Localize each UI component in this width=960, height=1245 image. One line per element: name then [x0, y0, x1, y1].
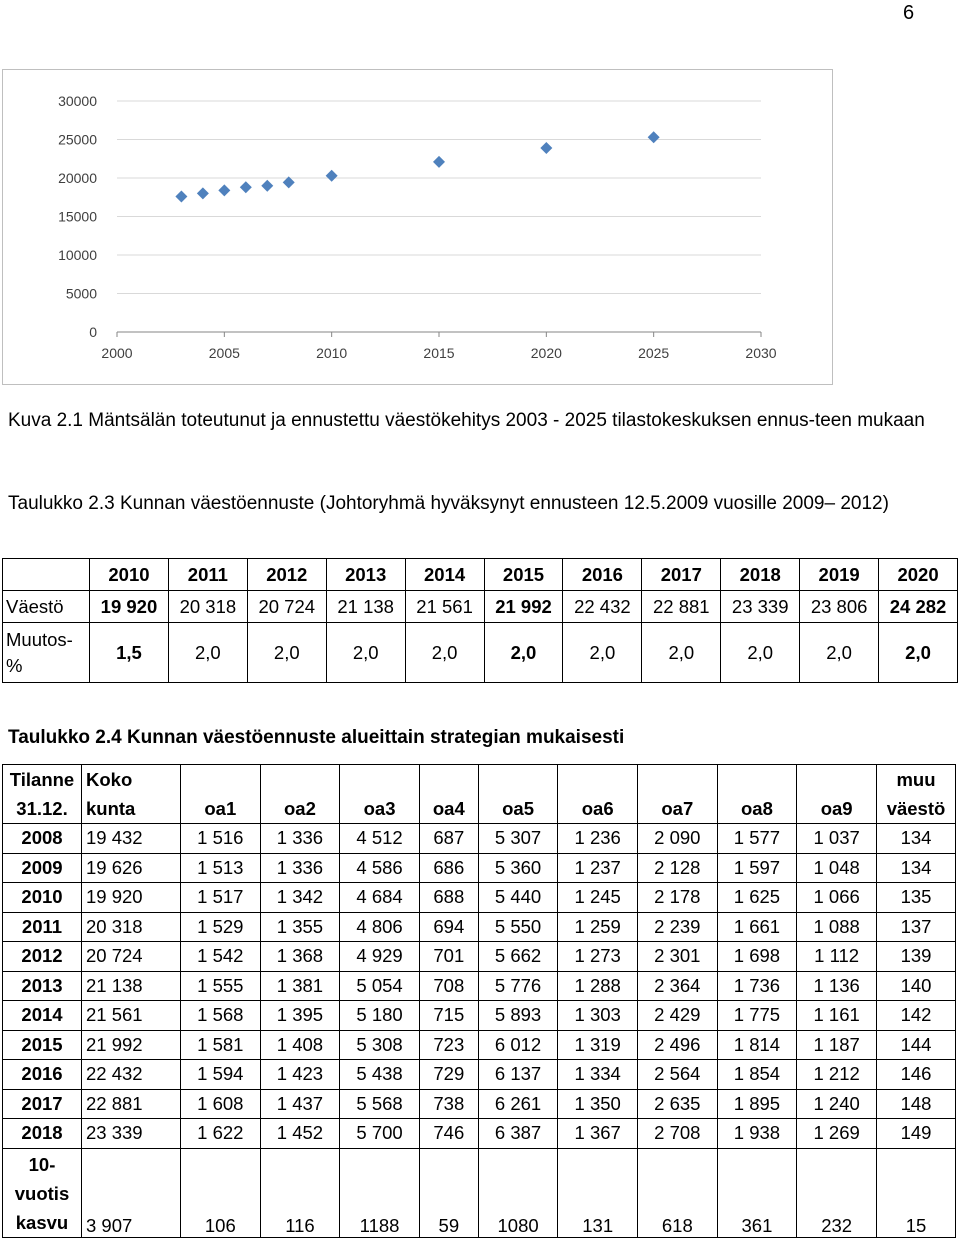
- table4-cell: 4 512: [340, 824, 420, 854]
- table4-cell: 1 355: [260, 912, 340, 942]
- table4-row-label: 2009: [3, 853, 82, 883]
- table4-cell: 2 301: [638, 942, 718, 972]
- table4-cell: 1 542: [181, 942, 261, 972]
- x-tick-label: 2030: [745, 345, 777, 361]
- table4-cell: 618: [638, 1148, 718, 1237]
- table4-row: [3, 971, 956, 1001]
- table4-row: [3, 912, 956, 942]
- table4-cell: 1 336: [260, 824, 340, 854]
- table4-cell: 135: [877, 883, 956, 913]
- table4-column-header: Koko kunta: [82, 765, 181, 824]
- table3-row-label: Muutos-%: [3, 623, 90, 683]
- table4-row-label: 2018: [3, 1119, 82, 1149]
- x-tick-label: 2020: [530, 345, 562, 361]
- table4-cell: 1 608: [181, 1089, 261, 1119]
- table4-cell: 139: [877, 942, 956, 972]
- y-tick-label: 25000: [58, 131, 97, 148]
- table4-cell: 1 661: [717, 912, 797, 942]
- table4-cell: 21 561: [82, 1001, 181, 1031]
- table4-cell: 1 161: [797, 1001, 877, 1031]
- table4-cell: 2 239: [638, 912, 718, 942]
- table4-row-label: 2008: [3, 824, 82, 854]
- table4-cell: 1 517: [181, 883, 261, 913]
- data-point-diamond: [261, 180, 273, 192]
- table4-cell: 1 736: [717, 971, 797, 1001]
- population-chart: [2, 69, 833, 385]
- table4-cell: 1 577: [717, 824, 797, 854]
- table4-cell: 59: [419, 1148, 478, 1237]
- table4-cell: 21 992: [82, 1030, 181, 1060]
- table4-cell: 137: [877, 912, 956, 942]
- table3-cell: 20 318: [168, 591, 247, 623]
- table4-cell: 19 432: [82, 824, 181, 854]
- figure-caption: Kuva 2.1 Mäntsälän toteutunut ja ennustettu väestökehitys 2003 - 2025 tilastokeskuksen ennus-teen mukaan: [8, 410, 925, 431]
- x-tick-label: 2025: [638, 345, 670, 361]
- table3-cell: 2,0: [879, 623, 958, 683]
- table4-cell: 2 635: [638, 1089, 718, 1119]
- table4-cell: 144: [877, 1030, 956, 1060]
- table4-cell: 1 240: [797, 1089, 877, 1119]
- table4-row-label: 2010: [3, 883, 82, 913]
- table4-cell: 738: [419, 1089, 478, 1119]
- table3-cell: 2,0: [247, 623, 326, 683]
- table4-cell: 1 938: [717, 1119, 797, 1149]
- table4-cell: 1 350: [558, 1089, 638, 1119]
- table4-cell: 20 724: [82, 942, 181, 972]
- table3-cell: 2,0: [168, 623, 247, 683]
- table4-cell: 116: [260, 1148, 340, 1237]
- table3-row-label: Väestö: [3, 591, 90, 623]
- table4-cell: 1 273: [558, 942, 638, 972]
- table3-cell: 20 724: [247, 591, 326, 623]
- y-tick-label: 15000: [58, 208, 97, 225]
- table4-row: [3, 853, 956, 883]
- table3-year-header: 2019: [800, 559, 879, 591]
- table4-cell: 1 452: [260, 1119, 340, 1149]
- table4-cell: 723: [419, 1030, 478, 1060]
- table4-cell: 708: [419, 971, 478, 1001]
- page-number: 6: [903, 2, 915, 24]
- table4-cell: 1 237: [558, 853, 638, 883]
- table4-cell: 1 625: [717, 883, 797, 913]
- table3-row: [3, 591, 958, 623]
- table4-cell: 686: [419, 853, 478, 883]
- table4-cell: 1 368: [260, 942, 340, 972]
- table4-cell: 21 138: [82, 971, 181, 1001]
- table4-cell: 1 408: [260, 1030, 340, 1060]
- table4-cell: 1 336: [260, 853, 340, 883]
- data-point-diamond: [326, 170, 338, 182]
- data-point-diamond: [197, 187, 209, 199]
- table4-cell: 1 048: [797, 853, 877, 883]
- table4-cell: 5 308: [340, 1030, 420, 1060]
- table4-cell: 2 178: [638, 883, 718, 913]
- table4-cell: 1 245: [558, 883, 638, 913]
- table4-cell: 5 700: [340, 1119, 420, 1149]
- table4-cell: 4 929: [340, 942, 420, 972]
- table4-cell: 1 568: [181, 1001, 261, 1031]
- x-tick-label: 2005: [208, 345, 240, 361]
- table4-cell: 2 128: [638, 853, 718, 883]
- table4-cell: 4 586: [340, 853, 420, 883]
- table3-cell: 2,0: [405, 623, 484, 683]
- table4-cell: 5 440: [478, 883, 558, 913]
- table4-cell: 1 288: [558, 971, 638, 1001]
- table4-cell: 5 550: [478, 912, 558, 942]
- table4-column-header: Tilanne 31.12.: [3, 765, 82, 824]
- table4-column-header: oa1: [181, 765, 261, 824]
- table4-cell: 1 236: [558, 824, 638, 854]
- data-point-diamond: [218, 184, 230, 196]
- table3-cell: 22 432: [563, 591, 642, 623]
- table4-cell: 1 269: [797, 1119, 877, 1149]
- table4-cell: 131: [558, 1148, 638, 1237]
- table4-cell: 2 708: [638, 1119, 718, 1149]
- table3-cell: 2,0: [721, 623, 800, 683]
- table4-cell: 1 342: [260, 883, 340, 913]
- table3-year-header: 2012: [247, 559, 326, 591]
- table4-cell: 5 893: [478, 1001, 558, 1031]
- table3-year-header: 2010: [90, 559, 169, 591]
- table4-cell: 149: [877, 1119, 956, 1149]
- table4-cell: 1 037: [797, 824, 877, 854]
- table4-row-label: 10-vuotis kasvu: [3, 1148, 82, 1237]
- table3-year-header: 2020: [879, 559, 958, 591]
- table4-cell: 2 564: [638, 1060, 718, 1090]
- x-tick-label: 2015: [423, 345, 455, 361]
- table4-row-label: 2012: [3, 942, 82, 972]
- table3-header-row: [3, 559, 958, 591]
- table4-cell: 4 806: [340, 912, 420, 942]
- regional-forecast-table: [2, 764, 956, 1238]
- table4-cell: 1 775: [717, 1001, 797, 1031]
- table3-year-header: 2011: [168, 559, 247, 591]
- table4-cell: 1 854: [717, 1060, 797, 1090]
- table4-cell: 2 496: [638, 1030, 718, 1060]
- table4-cell: 2 429: [638, 1001, 718, 1031]
- table4-cell: 148: [877, 1089, 956, 1119]
- table4-cell: 1 367: [558, 1119, 638, 1149]
- table4-cell: 19 920: [82, 883, 181, 913]
- data-point-diamond: [540, 142, 552, 154]
- table4-cell: 1 066: [797, 883, 877, 913]
- table4-column-header: oa7: [638, 765, 718, 824]
- table4-cell: 1 395: [260, 1001, 340, 1031]
- table4-cell: 694: [419, 912, 478, 942]
- table4-cell: 5 438: [340, 1060, 420, 1090]
- table4-cell: 688: [419, 883, 478, 913]
- table4-cell: 6 261: [478, 1089, 558, 1119]
- table4-row-label: 2017: [3, 1089, 82, 1119]
- table4-cell: 4 684: [340, 883, 420, 913]
- table4-cell: 1 088: [797, 912, 877, 942]
- table4-title: Taulukko 2.4 Kunnan väestöennuste alueittain strategian mukaisesti: [8, 727, 625, 748]
- table3-cell: 23 339: [721, 591, 800, 623]
- y-tick-label: 5000: [65, 285, 97, 302]
- table3-corner-cell: [3, 559, 90, 591]
- x-tick-label: 2010: [316, 345, 348, 361]
- chart-canvas: [3, 70, 834, 386]
- table4-cell: 1 513: [181, 853, 261, 883]
- table4-cell: 1 212: [797, 1060, 877, 1090]
- table3-cell: 19 920: [90, 591, 169, 623]
- table4-cell: 1 259: [558, 912, 638, 942]
- table3-year-header: 2018: [721, 559, 800, 591]
- table3-year-header: 2016: [563, 559, 642, 591]
- table3-year-header: 2015: [484, 559, 563, 591]
- table4-cell: 1 581: [181, 1030, 261, 1060]
- table4-cell: 1 529: [181, 912, 261, 942]
- table4-column-header: oa3: [340, 765, 420, 824]
- table4-cell: 22 881: [82, 1089, 181, 1119]
- table4-cell: 1 594: [181, 1060, 261, 1090]
- table4-cell: 1 381: [260, 971, 340, 1001]
- table4-column-header: oa4: [419, 765, 478, 824]
- table4-row: [3, 883, 956, 913]
- table4-cell: 687: [419, 824, 478, 854]
- y-tick-label: 20000: [58, 170, 97, 186]
- data-point-diamond: [240, 181, 252, 193]
- table4-header-row: [3, 765, 956, 824]
- table4-cell: 22 432: [82, 1060, 181, 1090]
- table3-cell: 2,0: [642, 623, 721, 683]
- table4-cell: 1 303: [558, 1001, 638, 1031]
- table4-cell: 19 626: [82, 853, 181, 883]
- table3-cell: 23 806: [800, 591, 879, 623]
- table4-cell: 1 437: [260, 1089, 340, 1119]
- table4-row-label: 2011: [3, 912, 82, 942]
- table4-cell: 6 012: [478, 1030, 558, 1060]
- table4-cell: 23 339: [82, 1119, 181, 1149]
- table4-row-label: 2016: [3, 1060, 82, 1090]
- table4-cell: 140: [877, 971, 956, 1001]
- table4-cell: 5 568: [340, 1089, 420, 1119]
- table4-cell: 1 622: [181, 1119, 261, 1149]
- table4-cell: 15: [877, 1148, 956, 1237]
- table4-cell: 729: [419, 1060, 478, 1090]
- table3-year-header: 2013: [326, 559, 405, 591]
- table3-cell: 21 992: [484, 591, 563, 623]
- table3-cell: 2,0: [800, 623, 879, 683]
- table4-cell: 5 054: [340, 971, 420, 1001]
- table4-cell: 232: [797, 1148, 877, 1237]
- table4-row: [3, 942, 956, 972]
- table4-row: [3, 1089, 956, 1119]
- table4-column-header: oa9: [797, 765, 877, 824]
- table3-cell: 21 561: [405, 591, 484, 623]
- table4-column-header: muu väestö: [877, 765, 956, 824]
- table4-cell: 1188: [340, 1148, 420, 1237]
- table4-cell: 1 516: [181, 824, 261, 854]
- table4-cell: 2 364: [638, 971, 718, 1001]
- table4-column-header: oa8: [717, 765, 797, 824]
- table4-cell: 134: [877, 853, 956, 883]
- table4-row: [3, 1060, 956, 1090]
- table4-row: [3, 824, 956, 854]
- table4-column-header: oa6: [558, 765, 638, 824]
- y-tick-label: 0: [89, 324, 97, 340]
- table4-row: [3, 1030, 956, 1060]
- table4-cell: 5 180: [340, 1001, 420, 1031]
- table4-cell: 1 698: [717, 942, 797, 972]
- data-point-diamond: [175, 190, 187, 202]
- table4-row-label: 2013: [3, 971, 82, 1001]
- table4-cell: 1 814: [717, 1030, 797, 1060]
- table3-cell: 2,0: [484, 623, 563, 683]
- x-tick-label: 2000: [101, 345, 133, 361]
- data-point-diamond: [433, 156, 445, 168]
- population-forecast-table: [2, 558, 958, 683]
- table4-cell: 5 776: [478, 971, 558, 1001]
- table4-row: [3, 1001, 956, 1031]
- table4-cell: 1 423: [260, 1060, 340, 1090]
- table4-cell: 5 360: [478, 853, 558, 883]
- table3-cell: 2,0: [563, 623, 642, 683]
- table4-cell: 142: [877, 1001, 956, 1031]
- table4-column-header: oa2: [260, 765, 340, 824]
- y-tick-label: 30000: [58, 93, 97, 109]
- table4-row: [3, 1119, 956, 1149]
- table4-cell: 1 597: [717, 853, 797, 883]
- table4-cell: 1 334: [558, 1060, 638, 1090]
- table4-cell: 1 136: [797, 971, 877, 1001]
- table4-cell: 715: [419, 1001, 478, 1031]
- table4-cell: 106: [181, 1148, 261, 1237]
- table3-year-header: 2017: [642, 559, 721, 591]
- table4-cell: 1 187: [797, 1030, 877, 1060]
- table4-cell: 1 112: [797, 942, 877, 972]
- table3-cell: 21 138: [326, 591, 405, 623]
- table3-cell: 1,5: [90, 623, 169, 683]
- table3-title: Taulukko 2.3 Kunnan väestöennuste (Johtoryhmä hyväksynyt ennusteen 12.5.2009 vuosille 2009– 2012): [8, 493, 889, 514]
- table4-cell: 746: [419, 1119, 478, 1149]
- table3-year-header: 2014: [405, 559, 484, 591]
- table3-cell: 22 881: [642, 591, 721, 623]
- table4-cell: 6 387: [478, 1119, 558, 1149]
- table4-cell: 1080: [478, 1148, 558, 1237]
- table4-cell: 3 907: [82, 1148, 181, 1237]
- table4-cell: 1 895: [717, 1089, 797, 1119]
- table4-cell: 5 662: [478, 942, 558, 972]
- table4-cell: 20 318: [82, 912, 181, 942]
- table4-cell: 146: [877, 1060, 956, 1090]
- table4-cell: 2 090: [638, 824, 718, 854]
- table4-cell: 5 307: [478, 824, 558, 854]
- table4-row: [3, 1148, 956, 1237]
- table4-row-label: 2015: [3, 1030, 82, 1060]
- data-point-diamond: [648, 131, 660, 143]
- table4-cell: 361: [717, 1148, 797, 1237]
- table4-cell: 701: [419, 942, 478, 972]
- table4-column-header: oa5: [478, 765, 558, 824]
- table4-cell: 1 319: [558, 1030, 638, 1060]
- table4-cell: 134: [877, 824, 956, 854]
- table4-cell: 1 555: [181, 971, 261, 1001]
- table3-row: [3, 623, 958, 683]
- table3-cell: 2,0: [326, 623, 405, 683]
- table4-row-label: 2014: [3, 1001, 82, 1031]
- y-tick-label: 10000: [58, 247, 97, 263]
- table4-cell: 6 137: [478, 1060, 558, 1090]
- table3-cell: 24 282: [879, 591, 958, 623]
